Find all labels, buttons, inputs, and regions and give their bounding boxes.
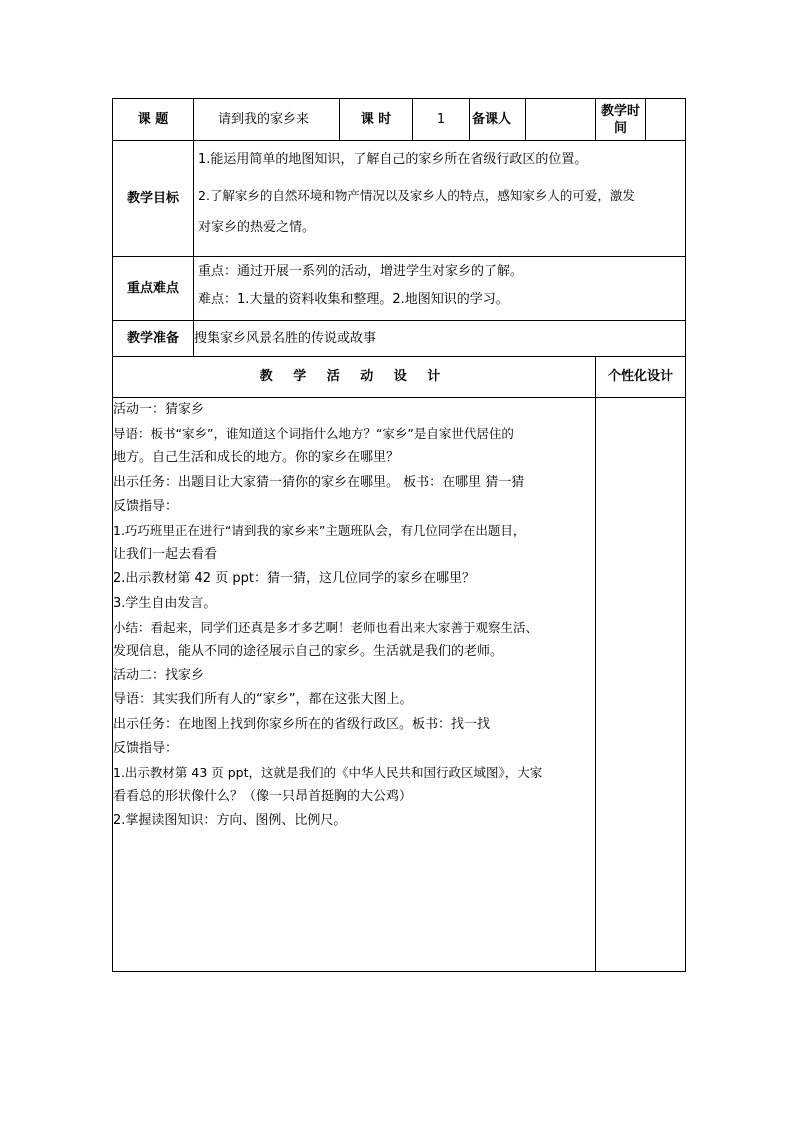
topic-label: 课 题	[113, 99, 194, 141]
activity-row	[113, 398, 686, 972]
time-label	[596, 99, 646, 141]
activity-line: 反馈指导：	[113, 740, 179, 756]
hours-value: 1	[413, 99, 470, 141]
focus-label: 重点难点	[113, 257, 194, 321]
activity-line: 导语：板书“家乡”，谁知道这个词指什么地方？“家乡”是自家世代居住的	[113, 426, 514, 442]
preparation-value: 搜集家乡风景名胜的传说或故事	[194, 321, 686, 357]
topic-value: 请到我的家乡来	[194, 99, 340, 141]
activity-line: 1.巧巧班里正在进行“请到我的家乡来”主题班队会，有几位同学在出题目，	[113, 523, 526, 539]
preparer-label: 备课人	[470, 99, 526, 141]
goals-label: 教学目标	[113, 141, 194, 257]
activity-title: 教 学 活 动 设 计	[113, 357, 596, 398]
goals-content	[194, 141, 686, 257]
personal-design-label: 个性化设计	[596, 357, 686, 398]
activity-line: 地方。自己生活和成长的地方。你的家乡在哪里？	[113, 450, 400, 466]
focus-content	[194, 257, 686, 321]
activity-line: 3.学生自由发言。	[113, 595, 217, 611]
personal-design-cell	[596, 398, 686, 972]
preparation-label: 教学准备	[113, 321, 194, 357]
header-row	[113, 99, 686, 141]
activity-line: 导语：其实我们所有人的“家乡”，都在这张大图上。	[113, 692, 413, 708]
activity-content	[113, 398, 596, 972]
activity-line: 小结：看起来，同学们还真是多才多艺啊！老师也看出来大家善于观察生活、	[113, 619, 539, 635]
goal-line-3: 对家乡的热爱之情。	[198, 220, 316, 235]
preparer-value	[526, 99, 596, 141]
activity-line: 2.出示教材第 42 页 ppt：猜一猜，这几位同学的家乡在哪里？	[113, 571, 475, 587]
key-point: 重点：通过开展一系列的活动，增进学生对家乡的了解。	[198, 264, 524, 279]
goal-line-2: 2.了解家乡的自然环境和物产情况以及家乡人的特点，感知家乡人的可爱，激发	[198, 188, 635, 203]
difficulty: 难点：1.大量的资料收集和整理。2.地图知识的学习。	[198, 292, 509, 307]
activity-line: 看看总的形状像什么？（像一只昂首挺胸的大公鸡）	[113, 789, 413, 805]
time-value	[646, 99, 686, 141]
activity-line: 1.出示教材第 43 页 ppt，这就是我们的《中华人民共和国行政区域图》，大家	[113, 765, 543, 781]
goals-row	[113, 141, 686, 257]
activity-line: 发现信息，能从不同的途径展示自己的家乡。生活就是我们的老师。	[113, 644, 504, 660]
lesson-plan-table	[112, 98, 686, 972]
time-label-line2: 间	[613, 120, 627, 136]
activity-line: 反馈指导：	[113, 498, 179, 514]
activity-line: 2.掌握读图知识：方向、图例、比例尺。	[113, 813, 347, 829]
time-label-line1: 教学时	[600, 103, 640, 119]
activity-line: 活动一：猜家乡	[113, 402, 205, 417]
hours-label: 课 时	[340, 99, 413, 141]
preparation-row	[113, 321, 686, 357]
focus-row	[113, 257, 686, 321]
goal-line-1: 1.能运用简单的地图知识，了解自己的家乡所在省级行政区的位置。	[198, 152, 588, 167]
activity-line: 让我们一起去看看	[113, 547, 218, 563]
activity-line: 出示任务：在地图上找到你家乡所在的省级行政区。板书：找一找	[113, 716, 491, 732]
activity-line: 出示任务：出题目让大家猜一猜你的家乡在哪里。 板书：在哪里 猜一猜	[113, 474, 525, 490]
activity-line: 活动二：找家乡	[113, 668, 205, 684]
activity-header-row	[113, 357, 686, 398]
